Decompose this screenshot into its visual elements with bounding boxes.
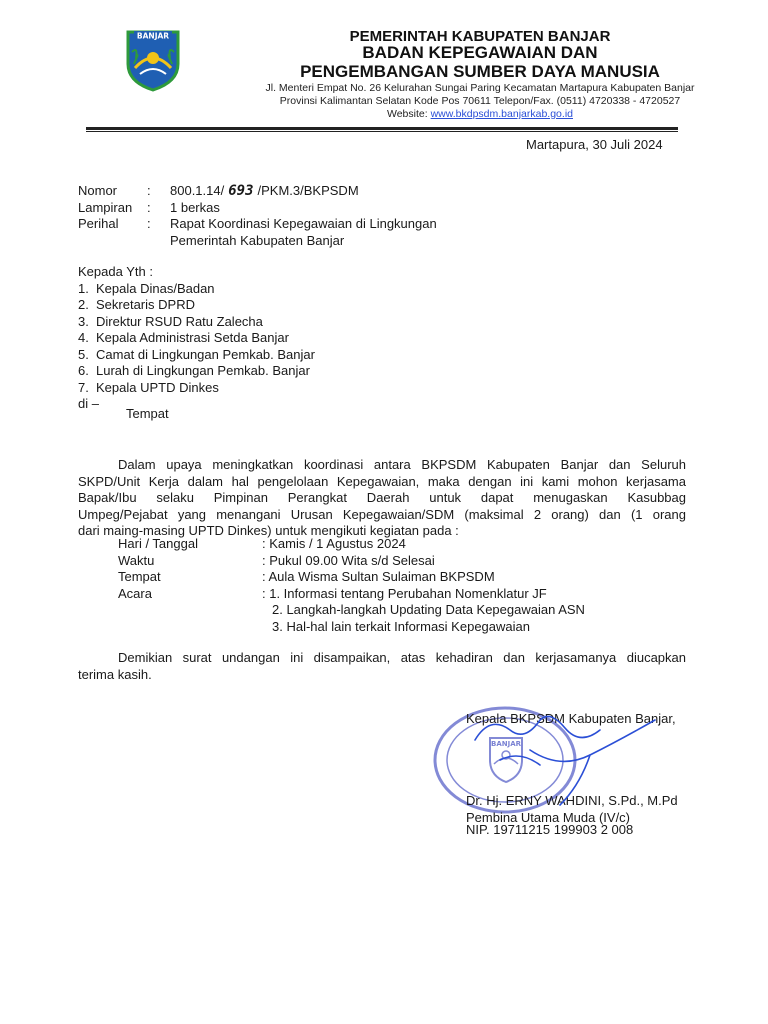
list-item [78,297,315,314]
meta-colon: : [147,216,151,231]
lampiran-value: 1 berkas [170,199,220,215]
schedule-value: : Kamis / 1 Agustus 2024 [262,536,406,551]
address-line-1: Jl. Menteri Empat No. 26 Kelurahan Sungai Paring Kecamatan Martapura Kabupaten Banjar [265,82,695,94]
recipients-di: di – [78,396,99,411]
meta-colon: : [147,183,151,198]
recipient-name: Direktur RSUD Ratu Zalecha [96,313,263,329]
list-number: 6. [78,363,89,378]
recipient-name: Kepala Dinas/Badan [96,280,215,296]
perihal-label: Perihal [78,216,119,231]
closing-line: Demikian surat undangan ini disampaikan, atas kehadiran dan kerjasamanya diucapkan [118,650,686,665]
schedule-label: Acara [118,585,152,601]
schedule-row-place [118,569,678,586]
recipient-name: Camat di Lingkungan Pemkab. Banjar [96,346,315,362]
list-item [78,314,315,331]
list-number: 1. [78,280,89,296]
agenda-item-3: 3. Hal-hal lain terkait Informasi Kepegawaian [272,618,530,634]
recipient-name: Kepala UPTD Dinkes [96,379,219,395]
letterhead-line-1: PEMERINTAH KABUPATEN BANJAR [349,28,611,45]
list-item [78,281,315,298]
logo-label: BANJAR [136,31,170,41]
letter-date: Martapura, 30 Juli 2024 [526,137,663,152]
recipient-name: Kepala Administrasi Setda Banjar [96,330,289,345]
event-schedule [118,536,678,635]
handwritten-signature [470,710,670,820]
body-line: Bapak/Ibu selaku Pimpinan Perangkat Daerah untuk dapat menugaskan Kasubbag [78,490,686,505]
letterhead-rule-thick [86,127,678,130]
website-link[interactable]: www.bkdpsdm.banjarkab.go.id [430,108,573,120]
banjar-regency-logo [122,28,184,92]
signatory-nip: NIP. 19711215 199903 2 008 [466,822,634,837]
list-item [78,330,315,347]
schedule-label: Waktu [118,552,155,568]
schedule-row-date [118,536,678,553]
website-label: Website: [387,108,431,120]
nomor-suffix: /PKM.3/BKPSDM [257,183,359,198]
letterhead-line-3: PENGEMBANGAN SUMBER DAYA MANUSIA [300,62,660,81]
list-number: 5. [78,346,89,362]
address-line-2: Provinsi Kalimantan Selatan Kode Pos 70611 Telepon/Fax. (0511) 4720338 - 4720527 [279,95,681,107]
nomor-prefix: 800.1.14/ [170,183,225,198]
schedule-row-agenda-2 [118,602,678,619]
schedule-value: : Pukul 09.00 Wita s/d Selesai [262,552,435,568]
stamp-label: BANJAR [490,740,522,748]
signatory-name: Dr. Hj. ERNY WAHDINI, S.Pd., M.Pd [466,793,678,808]
schedule-row-time [118,553,678,570]
lampiran-label: Lampiran [78,199,133,215]
list-item [78,363,315,380]
signatory-rank: Pembina Utama Muda (IV/c) [466,810,631,825]
list-item [78,347,315,364]
schedule-label: Hari / Tanggal [118,536,198,551]
perihal-line-2: Pemerintah Kabupaten Banjar [170,232,345,248]
letterhead-rule-thin [86,131,678,132]
agenda-item-1: : 1. Informasi tentang Perubahan Nomenklatur JF [262,585,547,601]
schedule-row-agenda [118,586,678,603]
recipient-name: Sekretaris DPRD [96,297,195,312]
website-line [200,108,760,120]
signatory-office: Kepala BKPSDM Kabupaten Banjar, [466,711,676,726]
list-item [78,380,315,397]
schedule-label: Tempat [118,569,161,584]
body-line: dari maing-masing UPTD Dinkes) untuk mengikuti kegiatan pada : [78,523,459,538]
agenda-item-2: 2. Langkah-langkah Updating Data Kepegawaian ASN [272,602,585,617]
schedule-value: : Aula Wisma Sultan Sulaiman BKPSDM [262,569,495,584]
recipients-tempat: Tempat [126,406,169,421]
nomor-value [170,183,359,200]
perihal-line-1: Rapat Koordinasi Kepegawaian di Lingkungan [170,216,437,231]
list-number: 3. [78,313,89,329]
meta-colon: : [147,199,151,215]
recipient-name: Lurah di Lingkungan Pemkab. Banjar [96,363,310,378]
list-number: 7. [78,379,89,395]
recipients-intro: Kepada Yth : [78,264,153,279]
list-number: 4. [78,330,89,345]
letterhead-line-2: BADAN KEPEGAWAIAN DAN [362,43,598,62]
body-paragraph [78,457,686,540]
nomor-label: Nomor [78,183,118,198]
schedule-row-agenda-3 [118,619,678,636]
recipients-block [78,264,315,413]
nomor-handwritten: 693 [228,183,254,199]
body-line: Umpeg/Pejabat yang menangani Urusan Kepegawaian/SDM (maksimal 2 orang) dan (1 orang [78,506,686,522]
closing-line: terima kasih. [78,666,152,682]
body-line: Dalam upaya meningkatkan koordinasi antara BKPSDM Kabupaten Banjar dan Seluruh [118,457,686,472]
closing-paragraph [78,650,686,683]
body-line: SKPD/Unit Kerja dalam hal pengelolaan Kepegawaian, maka dengan ini kami mohon kerjasama [78,473,686,489]
list-number: 2. [78,297,89,312]
